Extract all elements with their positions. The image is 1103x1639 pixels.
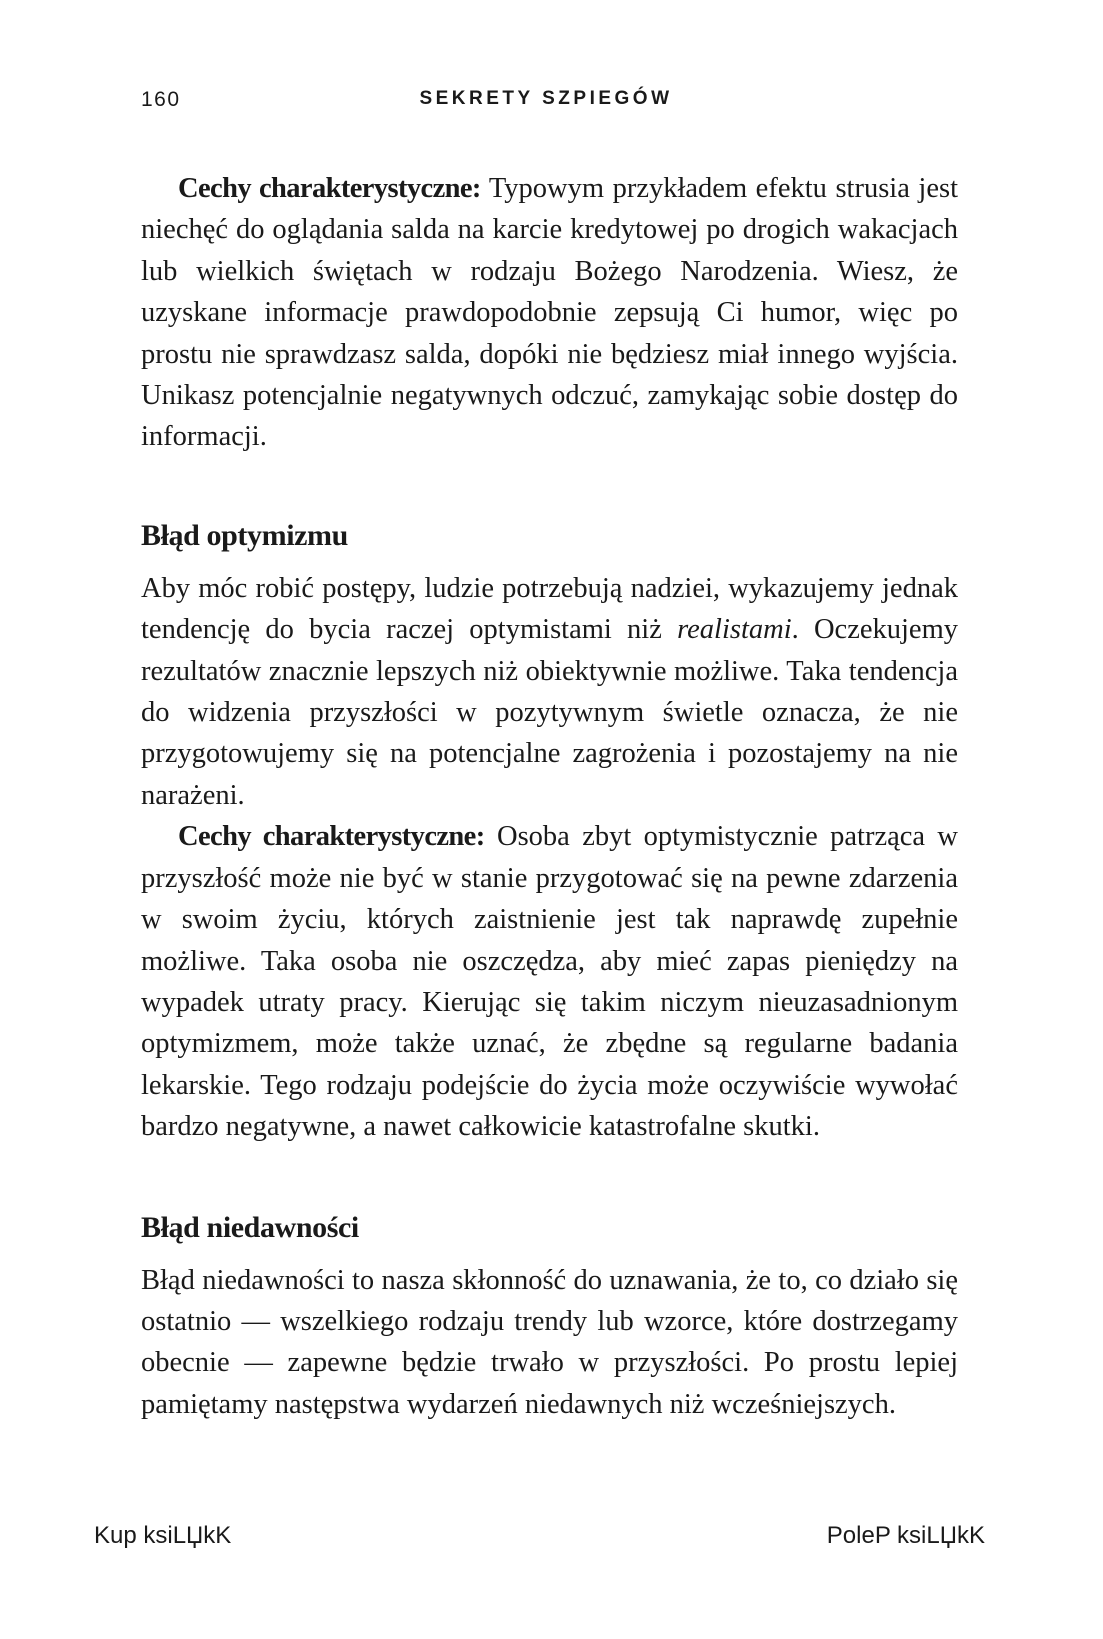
paragraph-lead: Cechy charakterystyczne: (178, 821, 485, 853)
paragraph-optimism-characteristics (141, 816, 958, 1147)
recommend-book-link[interactable]: PoleP ksiLЏkK (826, 1522, 985, 1549)
section-heading-optimism: Błąd optymizmu (141, 518, 348, 552)
paragraph-recency-intro: Błąd niedawności to nasza skłonność do uznawania, że to, co działo się ostatnio — wszelkiego rodzaju trendy lub wzorce, które dostrzegamy obecnie — zapewne będzie trwało w przyszłości. Po prostu lepiej pamiętamy następstwa wydarzeń niedawnych niż wcześniejszych. (141, 1264, 958, 1420)
buy-book-link[interactable]: Kup ksiLЏkK (94, 1522, 232, 1549)
paragraph-text: Aby móc robić postępy, ludzie potrzebują nadziei, wykazujemy jednak tendencję do bycia raczej optymistami niż (141, 572, 958, 646)
paragraph-optimism-intro (141, 568, 958, 816)
paragraph-lead: Cechy charakterystyczne: (178, 173, 481, 204)
running-title: SEKRETY SZPIEGÓW (419, 88, 673, 109)
page-number: 160 (141, 88, 181, 111)
page-header (141, 88, 961, 118)
paragraph-ostrich-characteristics (141, 168, 958, 458)
section-heading-recency: Błąd niedawności (141, 1210, 359, 1244)
paragraph-text: Typowym przykładem efektu strusia jest niechęć do oglądania salda na karcie kredytowej po drogich wakacjach lub wielkich świętach w rodzaju Bożego Narodzenia. Wiesz, że uzyskane informacje prawdopodobnie zepsują Ci humor, więc po prostu nie sprawdzasz salda, dopóki nie będziesz miał innego wyjścia. Unikasz potencjalnie negatywnych odczuć, zamykając sobie dostęp do informacji. (141, 173, 958, 453)
page-body (141, 168, 958, 1425)
paragraph-text: Osoba zbyt optymistycznie patrząca w przyszłość może nie być w stanie przygotować się na pewne zdarzenia w swoim życiu, których zaistnienie jest tak naprawdę zupełnie możliwe. Taka osoba nie oszczędza, aby mieć zapas pieniędzy na wypadek utraty pracy. Kierując się takim niczym nieuzasadnionym optymizmem, może także uznać, że zbędne są regularne badania lekarskie. Tego rodzaju podejście do życia może oczywiście wywołać bardzo negatywne, a nawet całkowicie katastrofalne skutki. (141, 821, 958, 1143)
paragraph-text: . Oczekujemy rezultatów znacznie lepszych niż obiektywnie możliwe. Taka tendencja do widzenia przyszłości w pozytywnym świetle oznacza, że nie przygotowujemy się na potencjalne zagrożenia i pozostajemy na nie narażeni. (141, 614, 958, 811)
emphasis-text: realistami (677, 614, 792, 646)
